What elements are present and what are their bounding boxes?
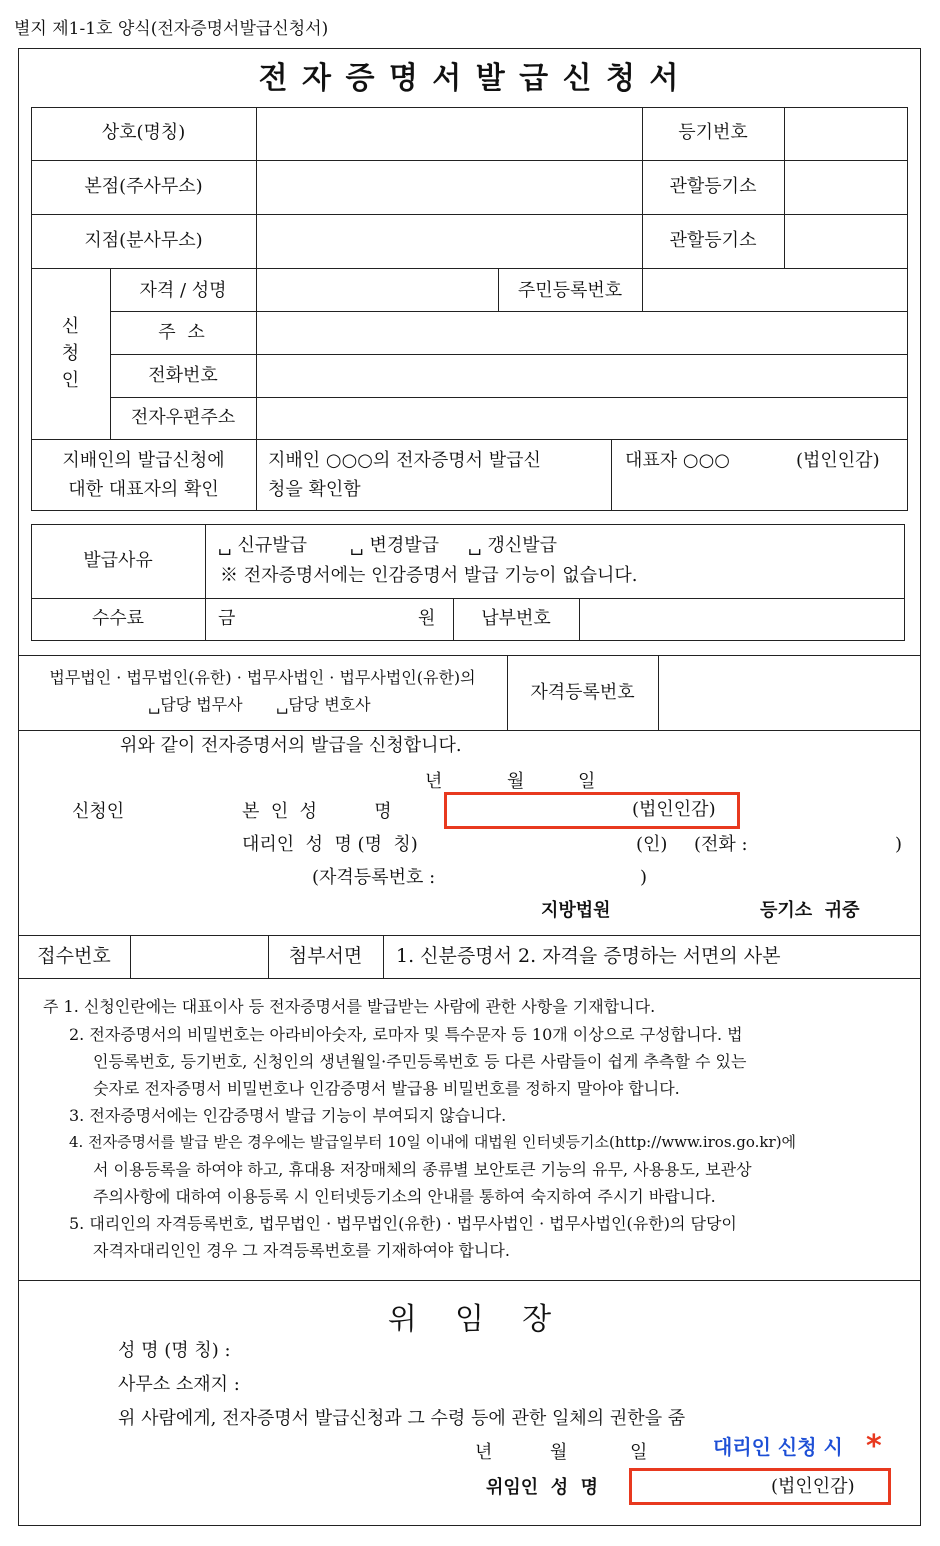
issue-note: ※ 전자증명서에는 인감증명서 발급 기능이 없습니다. [220, 565, 638, 586]
court-label: 지방법원 [541, 900, 611, 921]
note-line: 서 이용등록을 하여야 하고, 휴대용 저장매체의 종류별 보안토큰 기능의 유무, 사용용도, 보관상 [93, 1160, 752, 1179]
qual-name-label: 자격 / 성명 [139, 280, 227, 301]
head-office-label: 본점(주사무소) [84, 176, 203, 197]
note-line: 4. 전자증명서를 발급 받은 경우에는 발급일부터 10일 이내에 대법원 인터넷등기소(http://www.iros.go.kr)에 [69, 1133, 797, 1151]
proxy-office-field[interactable] [270, 1372, 770, 1398]
applicant-side-label-3: 인 [61, 370, 80, 391]
agent-phone-label: (전화 : [694, 834, 748, 855]
date-day: 일 [578, 771, 596, 792]
jurisdiction-field-2[interactable] [786, 217, 906, 266]
delegator-label: 위임인 성 명 [486, 1477, 599, 1498]
fee-prefix: 금 [218, 608, 236, 629]
jurisdiction-label-1: 관할등기소 [669, 176, 757, 197]
attachments-text: 1. 신분증명서 2. 자격을 증명하는 서면의 사본 [396, 945, 781, 967]
registry-label: 등기소 귀중 [760, 900, 860, 921]
agent-name-label: 대리인 성 명 (명 칭) [242, 834, 418, 855]
proxy-name-label: 성 명 (명 칭) : [118, 1340, 231, 1361]
receipt-no-field[interactable] [132, 938, 266, 976]
proxy-year: 년 [475, 1442, 493, 1463]
head-office-field[interactable] [258, 163, 640, 212]
option-renew[interactable]: ␣ 갱신발급 [468, 535, 558, 556]
note-line: 숫자로 전자증명서 비밀번호나 인감증명서 발급용 비밀번호를 정하지 말아야 합니다. [93, 1079, 680, 1098]
reg-no-field[interactable] [786, 110, 906, 158]
agent-qual-reg-field[interactable] [465, 865, 635, 889]
email-label: 전자우편주소 [130, 407, 236, 428]
note-line: 주의사항에 대하여 이용등록 시 인터넷등기소의 안내를 통하여 숙지하여 주시기 바랍니다. [93, 1187, 716, 1206]
agent-phone-field[interactable] [770, 832, 890, 856]
agent-qual-reg-close: ) [640, 867, 648, 888]
reason-label: 발급사유 [83, 550, 153, 571]
note-line: 주 1. 신청인란에는 대표이사 등 전자증명서를 발급받는 사람에 관한 사항을 기재합니다. [43, 997, 656, 1016]
phone-field[interactable] [258, 357, 906, 395]
fee-unit: 원 [418, 608, 436, 629]
date-year: 년 [425, 771, 443, 792]
jurisdiction-field-1[interactable] [786, 163, 906, 212]
proxy-office-label: 사무소 소재지 : [118, 1374, 240, 1395]
applicant-sign-label: 신청인 [72, 801, 125, 822]
note-line: 자격자대리인인 경우 그 자격등록번호를 기재하여야 합니다. [93, 1241, 510, 1260]
branch-label: 지점(분사무소) [84, 230, 203, 251]
applicant-side-label-2: 청 [61, 343, 80, 364]
fee-field[interactable] [240, 601, 415, 638]
form-title: 전 자 증 명 서 발 급 신 청 서 [258, 61, 681, 96]
agent-phone-close: ) [895, 834, 903, 855]
agent-qual-reg-label: (자격등록번호 : [312, 867, 436, 888]
law-qual-reg-label: 자격등록번호 [530, 682, 635, 703]
proxy-name-field[interactable] [270, 1338, 770, 1364]
proxy-day: 일 [630, 1442, 648, 1463]
declaration-text: 위와 같이 전자증명서의 발급을 신청합니다. [120, 735, 462, 756]
option-new[interactable]: ␣ 신규발급 [218, 535, 308, 556]
reg-no-label: 등기번호 [678, 122, 748, 143]
fee-label: 수수료 [91, 608, 145, 629]
applicant-side-label-1: 신 [61, 316, 80, 337]
note-line: 2. 전자증명서의 비밀번호는 아라비아숫자, 로마자 및 특수문자 등 10개 이상으로 구성합니다. 법 [69, 1025, 743, 1044]
option-lawyer[interactable]: ␣담당 변호사 [276, 695, 371, 714]
agent-note: 대리인 신청 시 [713, 1435, 843, 1459]
note-line: 3. 전자증명서에는 인감증명서 발급 기능이 부여되지 않습니다. [69, 1106, 507, 1125]
manager-label-line2: 대한 대표자의 확인 [68, 479, 219, 500]
company-name-label: 상호(명칭) [101, 122, 186, 143]
manager-text-line2: 청을 확인함 [268, 479, 361, 500]
rrn-label: 주민등록번호 [517, 280, 623, 301]
delegator-seal-label: (법인인감) [771, 1476, 855, 1497]
option-change[interactable]: ␣ 변경발급 [350, 535, 440, 556]
self-seal-label: (법인인감) [632, 799, 716, 820]
manager-seal: (법인인감) [796, 450, 880, 471]
phone-label: 전화번호 [148, 365, 218, 386]
asterisk-icon: * [866, 1429, 882, 1464]
jurisdiction-label-2: 관할등기소 [669, 230, 757, 251]
receipt-no-label: 접수번호 [37, 945, 111, 967]
rrn-field[interactable] [644, 271, 906, 309]
payment-no-field[interactable] [581, 601, 903, 638]
company-name-field[interactable] [258, 110, 640, 158]
branch-field[interactable] [258, 217, 640, 266]
date-month: 월 [507, 771, 525, 792]
self-name-label: 본 인 성 명 [242, 801, 392, 822]
proxy-month: 월 [550, 1442, 568, 1463]
law-qual-reg-field[interactable] [660, 658, 918, 728]
note-line: 인등록번호, 등기번호, 신청인의 생년월일·주민등록번호 등 다른 사람들이 쉽게 추측할 수 있는 [93, 1052, 747, 1071]
form-label: 별지 제1-1호 양식(전자증명서발급신청서) [14, 19, 329, 39]
rep-text: 대표자 ○○○ [625, 450, 731, 471]
proxy-text: 위 사람에게, 전자증명서 발급신청과 그 수령 등에 관한 일체의 권한을 줌 [118, 1408, 686, 1429]
proxy-title: 위 임 장 [387, 1302, 552, 1337]
address-field[interactable] [258, 314, 906, 352]
option-lawyer-agent[interactable]: ␣담당 법무사 [148, 695, 243, 714]
qual-name-field[interactable] [258, 271, 496, 309]
address-label: 주 소 [158, 322, 208, 343]
attachments-label: 첨부서면 [288, 945, 363, 967]
manager-label-line1: 지배인의 발급신청에 [62, 450, 225, 471]
law-firm-line1: 법무법인 · 법무법인(유한) · 법무사법인 · 법무사법인(유한)의 [49, 668, 476, 687]
email-field[interactable] [258, 400, 906, 437]
manager-text-line1: 지배인 ○○○의 전자증명서 발급신 [268, 450, 541, 471]
agent-seal-mark: (인) [636, 834, 668, 855]
note-line: 5. 대리인의 자격등록번호, 법무법인 · 법무법인(유한) · 법무사법인 · 법무사법인(유한)의 담당이 [69, 1214, 737, 1233]
payment-no-label: 납부번호 [481, 608, 551, 629]
